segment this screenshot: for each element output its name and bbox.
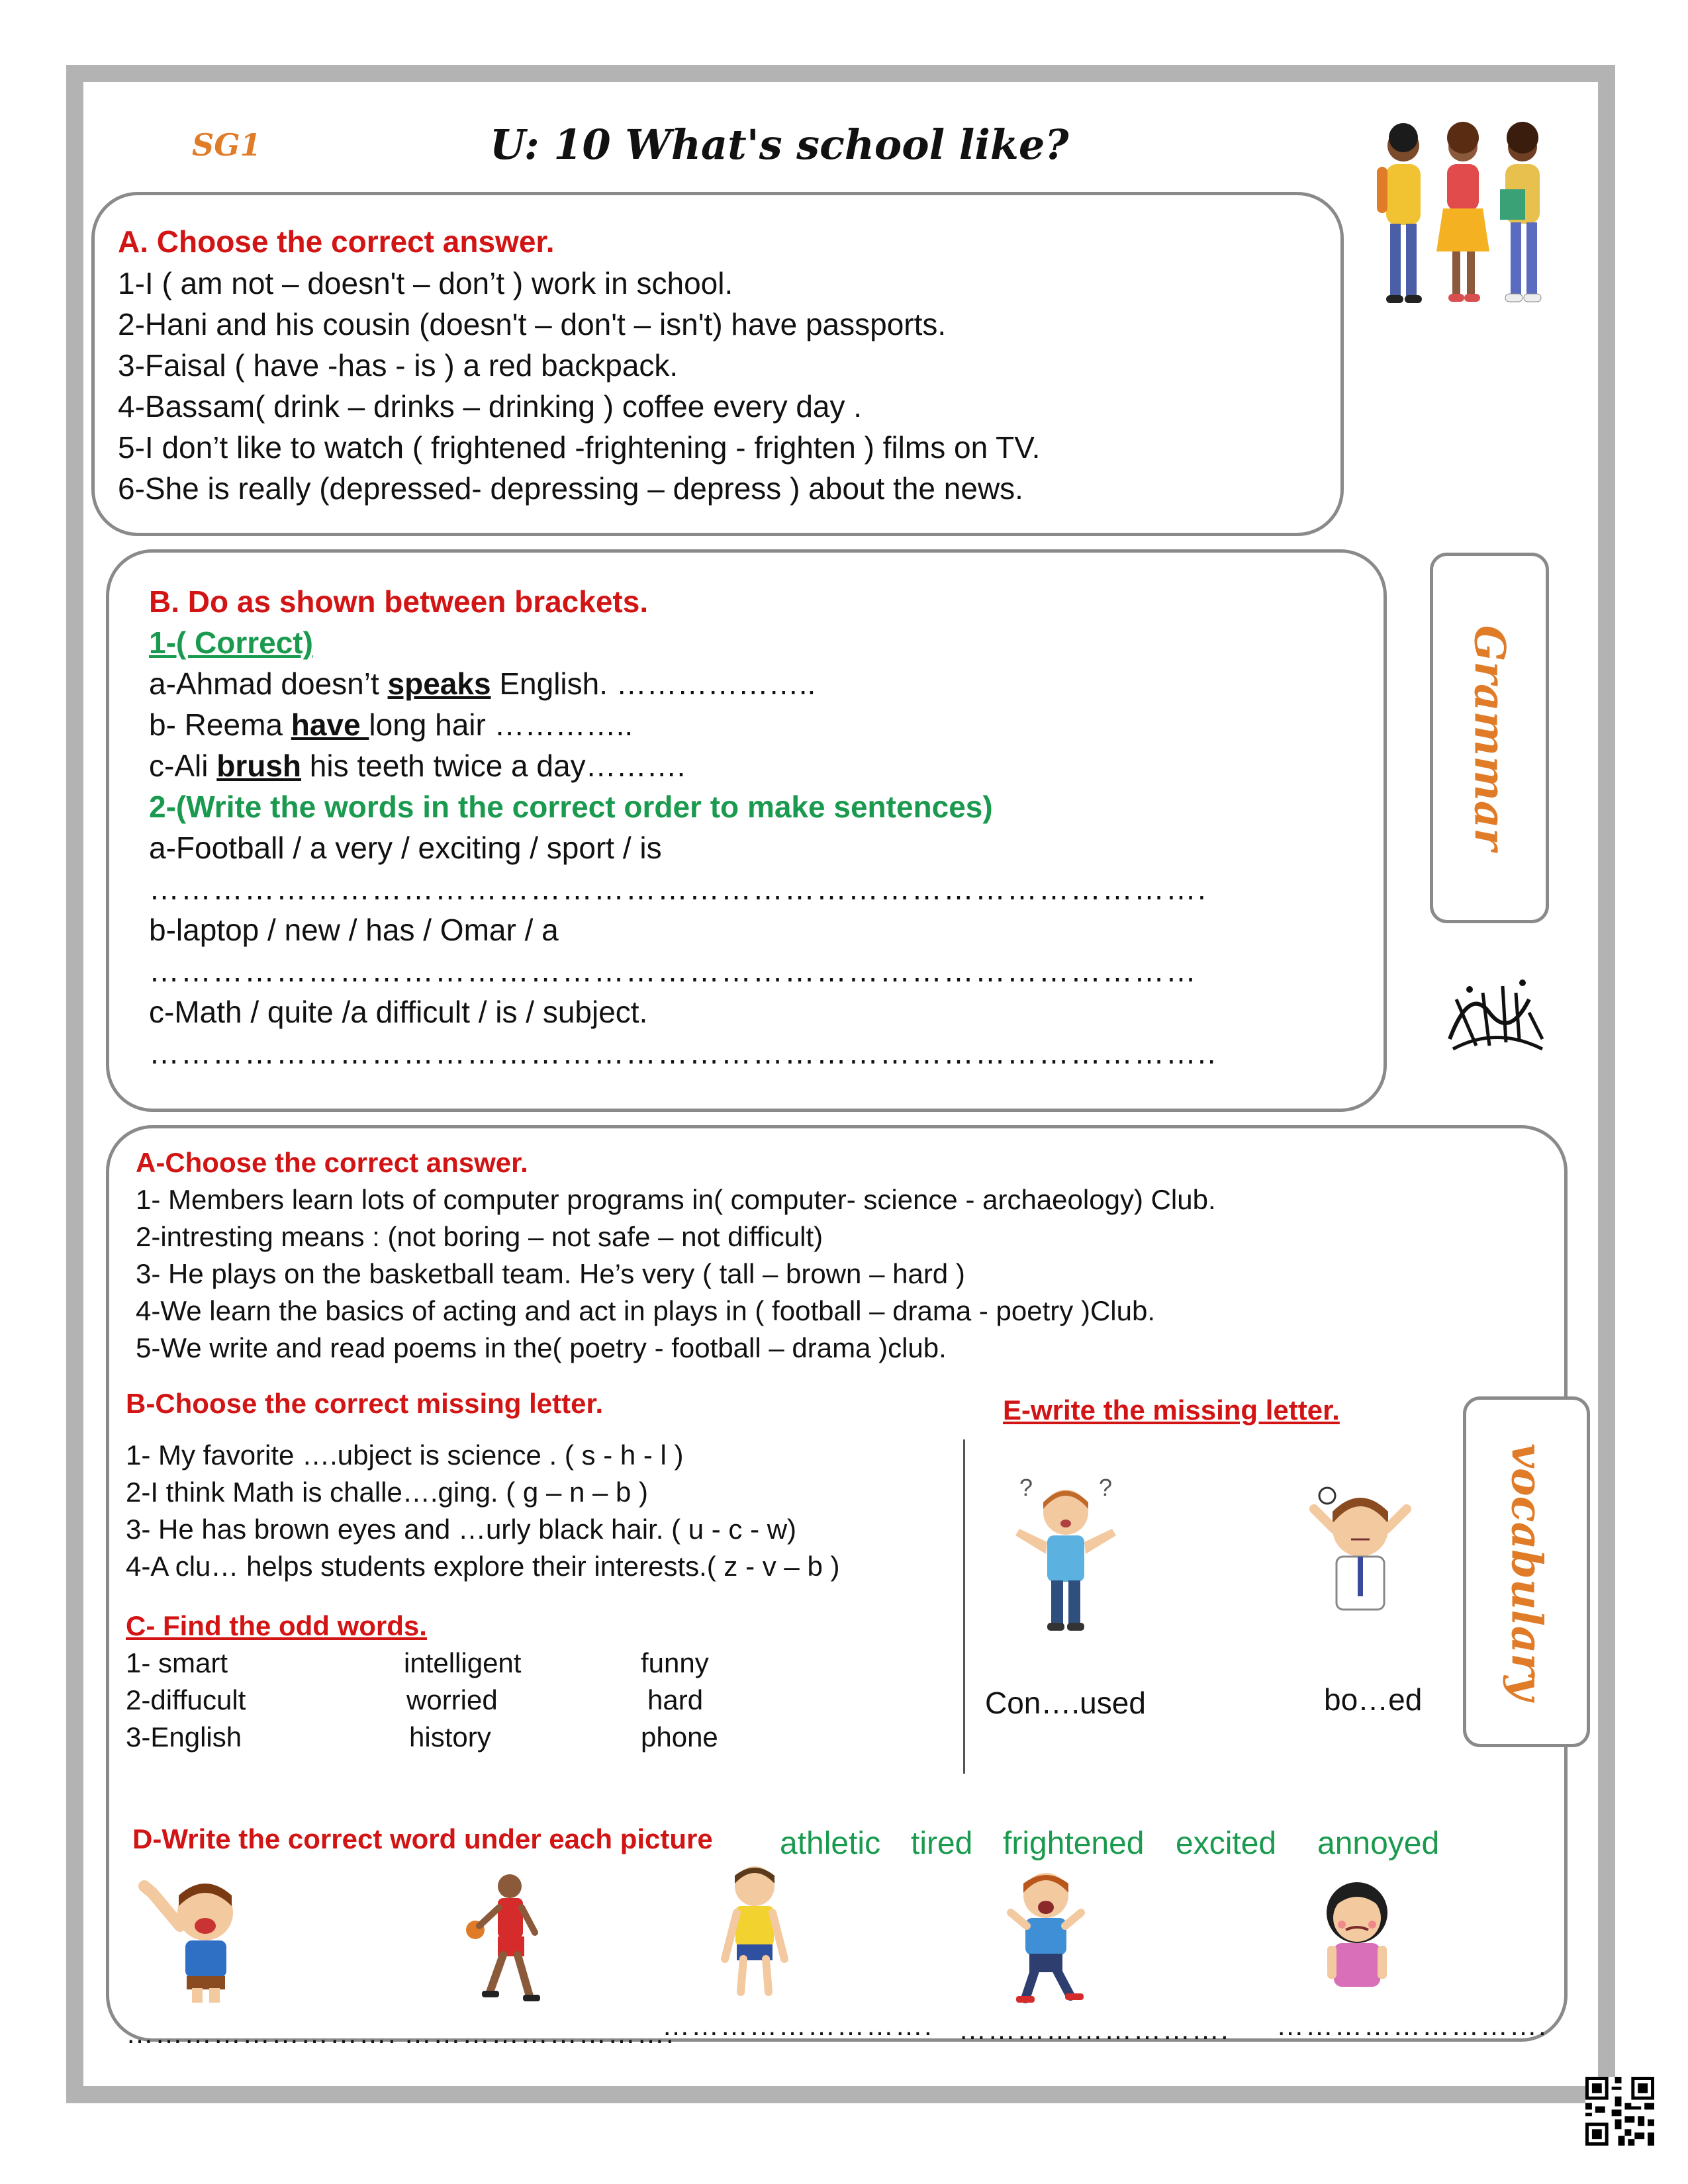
picture-answer-blank[interactable]: ………………………. [404, 2018, 675, 2049]
odd-word-cell: intelligent [404, 1647, 522, 1678]
odd-word-cell: funny [641, 1647, 709, 1678]
order-item-words: c-Math / quite /a difficult / is / subject. [149, 995, 648, 1029]
vocab-e-caption: bo…ed [1324, 1682, 1423, 1717]
odd-word-cell: 2-diffucult [126, 1684, 246, 1715]
vocabulary-tab-label: vocabulary [1501, 1443, 1552, 1701]
correct-item-post: long hair ………….. [369, 707, 633, 742]
vocab-b-heading: B-Choose the correct missing letter. [126, 1388, 604, 1419]
students-illustration [1364, 126, 1562, 311]
odd-word-cell: phone [641, 1721, 718, 1752]
vocab-a-item: 5-We write and read poems in the( poetry - football – drama )club. [136, 1332, 947, 1363]
picture-answer-blank[interactable]: ………………………. [959, 2014, 1230, 2045]
grammar-tab-label: Grammar [1464, 625, 1515, 851]
grammar-a-item: 3-Faisal ( have -has - is ) a red backpack. [118, 348, 679, 383]
correct-item-word: speaks [387, 666, 491, 701]
student-girl-figure [1436, 122, 1489, 302]
vocab-d-heading: D-Write the correct word under each picture [132, 1823, 713, 1854]
grammar-a-item: 5-I don’t like to watch ( frightened -frightening - frighten ) films on TV. [118, 430, 1041, 465]
vocab-a-heading: A-Choose the correct answer. [136, 1147, 528, 1178]
confused-boy-picture [1006, 1476, 1125, 1635]
picture-answer-blank[interactable]: ………………………. [662, 2010, 933, 2041]
picture-answer-blank[interactable]: ………………………. [1276, 2010, 1548, 2041]
odd-word-cell: 3-English [126, 1721, 242, 1752]
correct-item-post: his teeth twice a day………. [301, 749, 686, 783]
qr-code-icon[interactable] [1585, 2077, 1654, 2146]
odd-word-cell: 1- smart [126, 1647, 228, 1678]
student-girl2-figure [1500, 122, 1541, 302]
vocabulary-side-tab [1463, 1396, 1590, 1747]
section-divider [963, 1439, 965, 1774]
odd-word-cell: history [409, 1721, 491, 1752]
order-item-answer-line[interactable]: ………………………………………………………………………………………. [149, 872, 1207, 906]
vocab-b-item: 4-A clu… helps students explore their interests.( z - v – b ) [126, 1551, 840, 1582]
correct-item-pre: a-Ahmad doesn’t [149, 666, 388, 701]
correct-item-word: brush [216, 749, 302, 783]
worksheet-code: SG1 [192, 127, 261, 163]
svg-text:?: ? [1019, 1474, 1033, 1501]
vocab-a-item: 3- He plays on the basketball team. He’s very ( tall – brown – hard ) [136, 1258, 965, 1289]
picture-answer-blank[interactable]: ………………………. [126, 2018, 397, 2049]
annoyed-girl-picture [1307, 1866, 1407, 1992]
word-bank-word: frightened [1003, 1826, 1145, 1861]
word-bank-word: excited [1176, 1826, 1277, 1861]
correct-item [149, 709, 633, 740]
page-title: U: 10 What's school like? [490, 120, 1069, 169]
vocab-a-item: 2-intresting means : (not boring – not safe – not difficult) [136, 1221, 823, 1252]
order-item-answer-line[interactable]: ……………………………………………………………………………………… [149, 954, 1197, 988]
grammar-side-tab [1430, 553, 1549, 923]
word-bank-word: annoyed [1317, 1826, 1440, 1861]
vocab-b-item: 3- He has brown eyes and …urly black hair. ( u - c - w) [126, 1514, 797, 1545]
grammar-a-heading: A. Choose the correct answer. [118, 224, 555, 259]
grammar-b-sub2: 2-(Write the words in the correct order to make sentences) [149, 790, 993, 824]
correct-item [149, 751, 685, 781]
grammar-b-sub1: 1-( Correct) [149, 625, 313, 660]
vocab-b-item: 1- My favorite ….ubject is science . ( s - h - l ) [126, 1439, 684, 1471]
correct-item-word: have [291, 707, 369, 742]
bored-boy-picture [1307, 1482, 1413, 1615]
calligraphy-emblem [1443, 973, 1549, 1059]
correct-item-pre: b- Reema [149, 707, 291, 742]
word-bank-word: tired [911, 1826, 973, 1861]
grammar-a-item: 2-Hani and his cousin (doesn't – don't – isn't) have passports. [118, 307, 947, 341]
grammar-a-item: 6-She is really (depressed- depressing – depress ) about the news. [118, 471, 1023, 506]
correct-item-pre: c-Ali [149, 749, 217, 783]
cheering-boy-picture [132, 1866, 258, 2005]
order-item-words: a-Football / a very / exciting / sport / is [149, 831, 662, 865]
vocab-b-item: 2-I think Math is challe….ging. ( g – n – b ) [126, 1477, 649, 1508]
vocab-c-heading: C- Find the odd words. [126, 1610, 427, 1641]
vocab-a-item: 1- Members learn lots of computer programs in( computer- science - archaeology) Club. [136, 1184, 1216, 1215]
frightened-boy-picture [996, 1866, 1096, 2005]
grammar-a-item: 4-Bassam( drink – drinks – drinking ) coffee every day . [118, 389, 863, 424]
word-bank-word: athletic [780, 1826, 881, 1861]
odd-word-cell: worried [406, 1684, 498, 1715]
svg-text:?: ? [1099, 1474, 1113, 1501]
order-item-answer-line[interactable]: ……………………………………………………………………………………….. [149, 1036, 1217, 1070]
correct-item-post: English. ……………….. [491, 666, 816, 701]
student-boy-figure [1377, 123, 1422, 303]
vocab-a-item: 4-We learn the basics of acting and act in plays in ( football – drama - poetry )Club. [136, 1295, 1155, 1326]
grammar-b-heading: B. Do as shown between brackets. [149, 584, 649, 619]
tired-player-picture [705, 1860, 804, 1999]
order-item-words: b-laptop / new / has / Omar / a [149, 913, 559, 947]
odd-word-cell: hard [647, 1684, 704, 1715]
basketball-player-picture [457, 1866, 549, 2005]
grammar-a-item: 1-I ( am not – doesn't – don’t ) work in school. [118, 266, 733, 300]
vocab-e-heading: E-write the missing letter. [1003, 1394, 1340, 1426]
correct-item [149, 668, 816, 699]
vocab-e-caption: Con….used [985, 1686, 1146, 1720]
